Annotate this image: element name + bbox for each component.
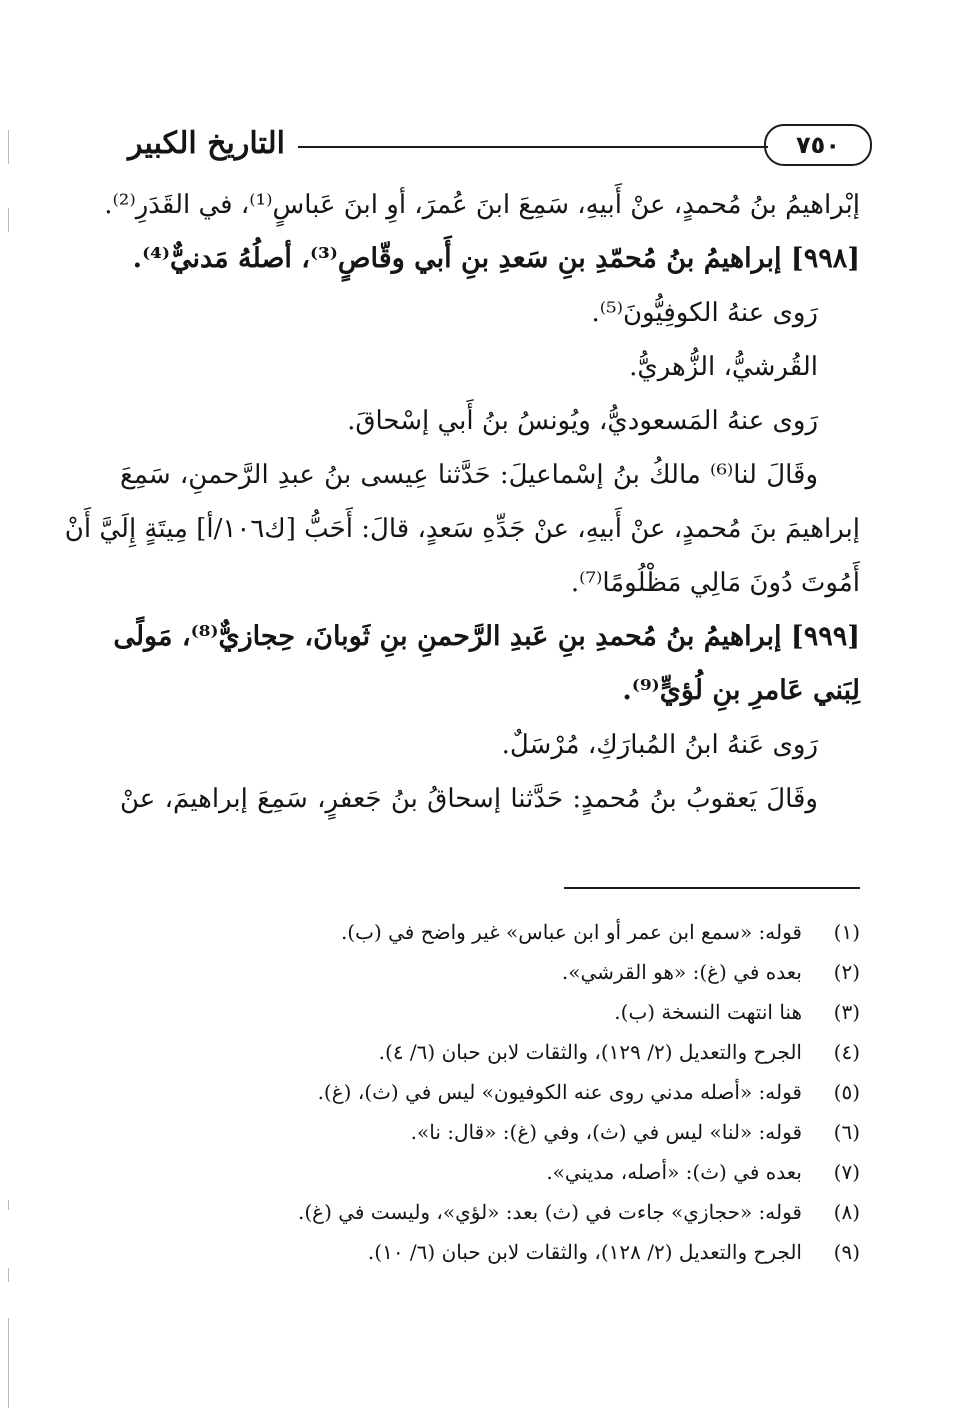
footnote-item xyxy=(120,1192,860,1232)
text-line: القُرشيُّ، الزُّهريُّ. xyxy=(629,352,818,382)
footnote-text: بعده في (ث): «أصله، مديني». xyxy=(546,1160,802,1184)
footnote-item xyxy=(120,992,860,1032)
book-title: التاريخ الكبير xyxy=(128,126,286,161)
text-line: إبْراهيمُ بنُ مُحمدٍ، عنْ أَبيهِ، سَمِعَ ابنَ عُمرَ، أوِ ابنَ عَباسٍ⁽¹⁾، في القَدَرِ⁽²⁾. xyxy=(104,190,860,220)
footnote-number: (٤) xyxy=(833,1040,860,1064)
scan-mark xyxy=(8,1200,9,1210)
footnote-text: الجرح والتعديل (٢/ ١٢٨)، والثقات لابن حبان (٦/ ١٠). xyxy=(367,1240,802,1264)
scan-mark xyxy=(8,130,9,164)
footnote-number: (١) xyxy=(833,920,860,944)
entry-heading-line: [٩٩٨] إبراهيمُ بنُ مُحمّدِ بنِ سَعدِ بنِ أَبي وقّاصٍ⁽³⁾، أصلُهُ مَدنيٌّ⁽⁴⁾. xyxy=(132,243,860,274)
scan-mark xyxy=(8,1268,9,1282)
footnote-number: (٣) xyxy=(833,1000,860,1024)
text-line: رَوى عنهُ المَسعوديُّ، ويُونسُ بنُ أَبي إسْحاقَ. xyxy=(347,406,818,436)
page-header xyxy=(128,122,872,166)
footnote-text: هنا انتهت النسخة (ب). xyxy=(614,1000,802,1024)
text-line: أَمُوتَ دُونَ مَالِي مَظْلُومًا⁽⁷⁾. xyxy=(570,568,860,598)
footnote-item xyxy=(120,1232,860,1272)
footnote-text: قوله: «لنا» ليس في (ث)، وفي (غ): «قال: نا». xyxy=(410,1120,802,1144)
footnote-item xyxy=(120,1072,860,1112)
entry-heading-line: لِبَني عَامرِ بنِ لُؤيٍّ⁽⁹⁾. xyxy=(622,675,860,706)
footnote-item xyxy=(120,1112,860,1152)
footnote-separator xyxy=(564,887,860,889)
footnote-number: (٩) xyxy=(833,1240,860,1264)
scan-mark xyxy=(8,208,9,232)
footnote-number: (٧) xyxy=(833,1160,860,1184)
footnote-text: قوله: «سمع ابن عمر أو ابن عباس» غير واضح في (ب). xyxy=(340,920,802,944)
footnote-number: (٨) xyxy=(833,1200,860,1224)
footnote-number: (٥) xyxy=(833,1080,860,1104)
footnote-text: قوله: «أصله مدني روى عنه الكوفيون» ليس في (ث)، (غ). xyxy=(317,1080,802,1104)
text-line: وقَالَ لنا⁽⁶⁾ مالكُ بنُ إسْماعيلَ: حَدَّثنا عِيسى بنُ عبدِ الرَّحمنِ، سَمِعَ xyxy=(120,460,819,490)
footnote-number: (٦) xyxy=(833,1120,860,1144)
text-line: وقَالَ يَعقوبُ بنُ مُحمدٍ: حَدَّثنا إسحاقُ بنُ جَعفرٍ، سَمِعَ إبراهيمَ، عنْ xyxy=(120,784,818,814)
text-line: إبراهيمَ بنَ مُحمدٍ، عنْ أَبيهِ، عنْ جَدِّهِ سَعدٍ، قالَ: أَحَبُّ [ك١٠٦/أ] مِيتَةٍ إِلَيَّ أَنْ xyxy=(64,514,860,544)
footnote-item xyxy=(120,1152,860,1192)
footnote-text: الجرح والتعديل (٢/ ١٢٩)، والثقات لابن حبان (٦/ ٤). xyxy=(378,1040,802,1064)
footnote-item xyxy=(120,1032,860,1072)
main-text xyxy=(64,178,860,826)
scan-mark xyxy=(8,1318,9,1408)
footnote-text: بعده في (غ): «هو القرشي». xyxy=(561,960,802,984)
footnote-number: (٢) xyxy=(833,960,860,984)
footnotes xyxy=(120,912,860,1272)
page-number: ٧٥٠ xyxy=(764,124,872,166)
header-rule xyxy=(298,146,768,148)
footnote-text: قوله: «حجازي» جاءت في (ث) بعد: «لؤي»، وليست في (غ). xyxy=(297,1200,802,1224)
text-line: رَوى عنهُ الكوفِيُّونَ⁽⁵⁾. xyxy=(591,298,818,328)
footnote-item xyxy=(120,952,860,992)
text-line: رَوى عَنهُ ابنُ المُبارَكِ، مُرْسَلٌ. xyxy=(501,730,818,760)
footnote-item xyxy=(120,912,860,952)
entry-heading-line: [٩٩٩] إبراهيمُ بنُ مُحمدِ بنِ عَبدِ الرَّحمنِ بنِ ثَوبانَ، حِجازيٌّ⁽⁸⁾، مَولًى xyxy=(113,621,860,652)
